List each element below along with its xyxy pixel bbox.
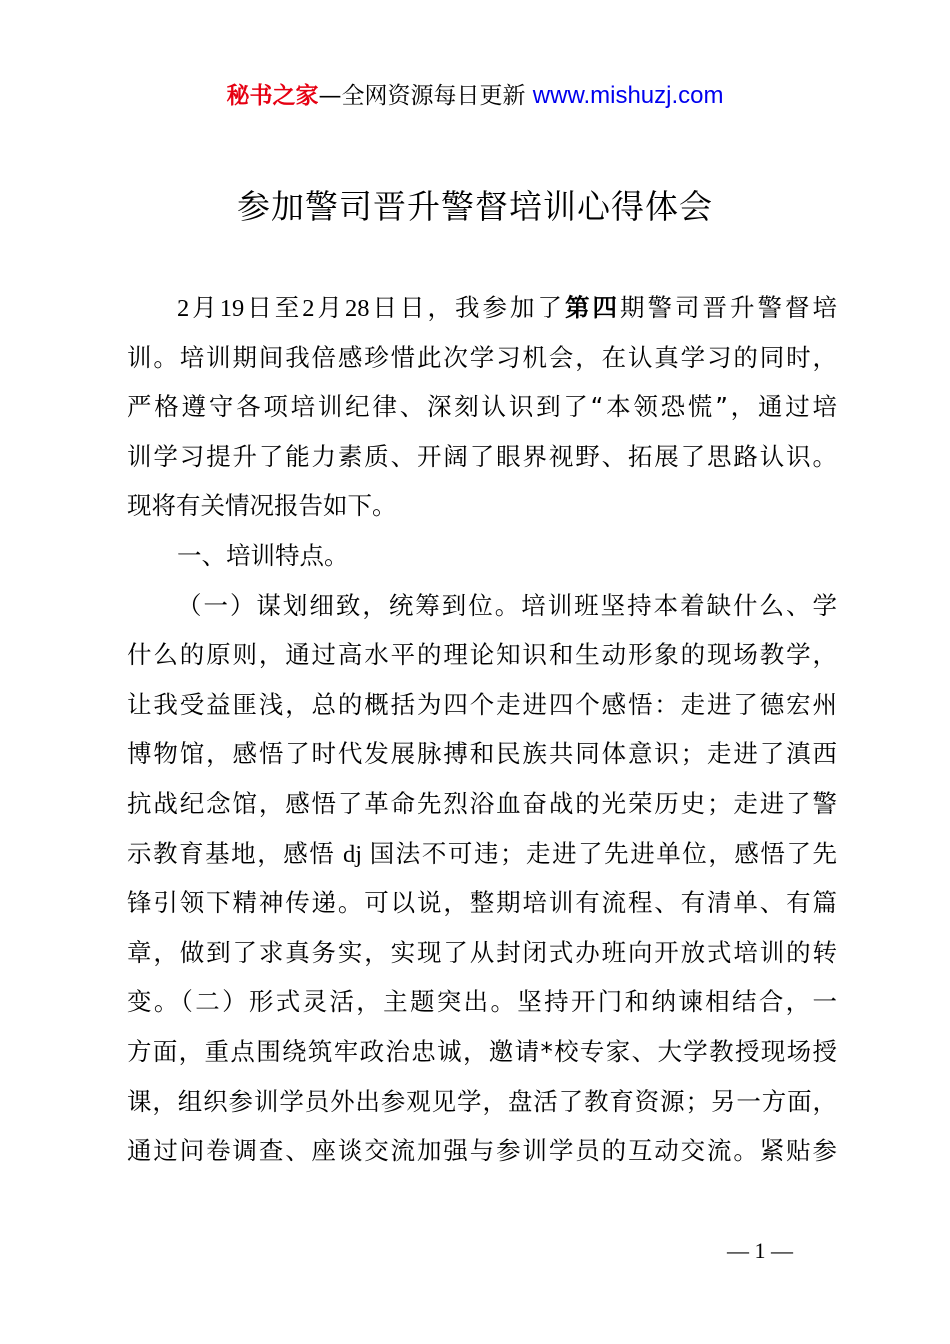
paragraph-1-line-2: 训。培训期间我倍感珍惜此次学习机会，在认真学习的同时，: [127, 342, 837, 372]
paragraph-2-line-7: 锋引领下精神传递。可以说，整期培训有流程、有清单、有篇: [127, 888, 837, 918]
paragraph-1-line-4: 训学习提升了能力素质、开阔了眼界视野、拓展了思路认识。: [127, 441, 837, 471]
paragraph-2-line-9: 变。（二）形式灵活，主题突出。坚持开门和纳谏相结合，一: [127, 987, 837, 1017]
paragraph-2-line-11: 课，组织参训学员外出参观见学，盘活了教育资源；另一方面，: [127, 1086, 837, 1116]
paragraph-2-line-3: 让我受益匪浅，总的概括为四个走进四个感悟：走进了德宏州: [127, 689, 837, 719]
paragraph-2-line-4: 博物馆，感悟了时代发展脉搏和民族共同体意识；走进了滇西: [127, 739, 837, 769]
page-number: — 1 —: [727, 1238, 793, 1263]
site-url-link[interactable]: www.mishuzj.com: [532, 82, 724, 109]
document-title: 参加警司晋升警督培训心得体会: [237, 187, 713, 226]
paragraph-2-line-5: 抗战纪念馆，感悟了革命先烈浴血奋战的光荣历史；走进了警: [127, 788, 837, 818]
paragraph-2-line-2: 什么的原则，通过高水平的理论知识和生动形象的现场教学，: [127, 640, 837, 670]
paragraph-2-line-8: 章，做到了求真务实，实现了从封闭式办班向开放式培训的转: [127, 937, 837, 967]
site-brand-name: 秘书之家: [226, 83, 319, 109]
section-heading-1: 一、培训特点。: [177, 540, 349, 570]
paragraph-2-line-10: 方面，重点围绕筑牢政治忠诚，邀请*校专家、大学教授现场授: [127, 1036, 837, 1066]
paragraph-2-line-6: 示教育基地，感悟 dj 国法不可违；走进了先进单位，感悟了先: [127, 838, 838, 868]
paragraph-1-line-5: 现将有关情况报告如下。: [127, 491, 397, 521]
paragraph-2-line-12: 通过问卷调查、座谈交流加强与参训学员的互动交流。紧贴参: [127, 1136, 837, 1166]
paragraph-1-line-1: 2月19日至2月28日日，我参加了第四期警司晋升警督培: [177, 293, 837, 322]
document-body: [127, 283, 837, 1176]
site-banner: [0, 80, 950, 112]
site-slogan: —全网资源每日更新: [318, 83, 533, 109]
paragraph-2-line-1: （一）谋划细致，统筹到位。培训班坚持本着缺什么、学: [177, 590, 837, 620]
bold-term: 第四: [565, 293, 620, 322]
paragraph-1-line-3: 严格遵守各项培训纪律、深刻认识到了“本领恐慌”，通过培: [127, 392, 837, 422]
